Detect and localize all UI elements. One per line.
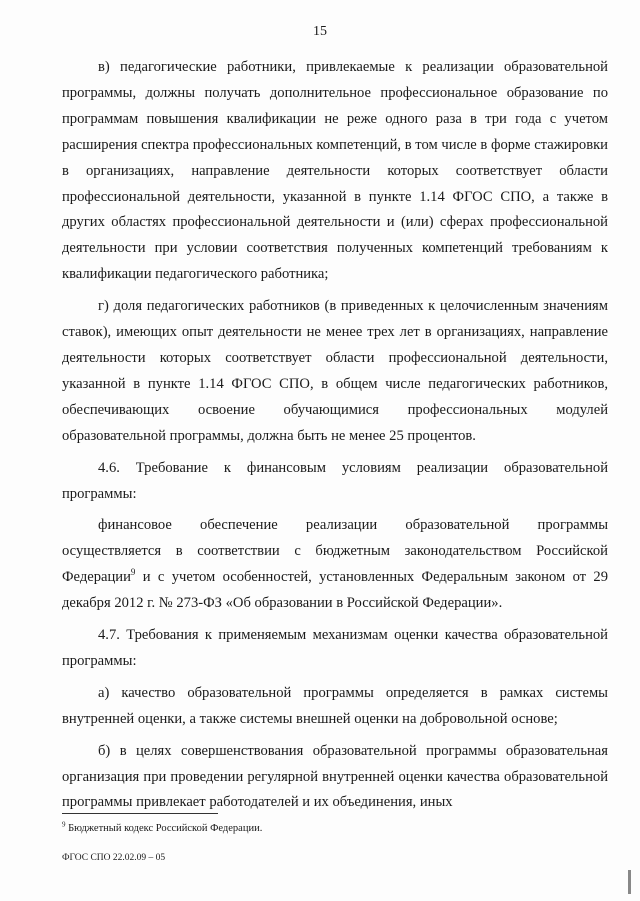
section-4-6-heading: 4.6. Требование к финансовым условиям реализации образовательной программы:	[62, 459, 608, 502]
scan-edge-mark	[628, 870, 631, 894]
page-number: 15	[313, 24, 327, 39]
document-code: ФГОС СПО 22.02.09 – 05	[62, 853, 166, 863]
paragraph-b-improvement: б) в целях совершенствования образовательной программы образовательная организация при проведении регулярной внутренней оценки качества образовательной программы привлекает работодателей и их объединения, иных	[62, 742, 608, 811]
footnote-mark: 9	[62, 820, 66, 829]
paragraph-a-quality: а) качество образовательной программы определяется в рамках системы внутренней оценки, а также системы внешней оценки на добровольной основе;	[62, 684, 608, 727]
paragraph-v-teachers-training: в) педагогические работники, привлекаемые к реализации образовательной программы, должны получать дополнительное профессиональное образование по программам повышения квалификации не реже одного раза в три года с учетом расширения спектра профессиональных компетенций, в том числе в форме стажировки в организациях, направление деятельности которых соответствует области профессиональной деятельности, указанной в пункте 1.14 ФГОС СПО, а также в других областях профессиональной деятельности и (или) сферах профессиональной деятельности при условии соответствия полученных компетенций требованиям к квалификации педагогического работника;	[62, 59, 608, 283]
footnote-divider	[62, 813, 218, 814]
footnote	[62, 822, 262, 836]
footnote-text: Бюджетный кодекс Российской Федерации.	[65, 823, 263, 834]
financing-text-start: финансовое обеспечение реализации образовательной программы осуществляется в соответствии с бюджетным законодательством Российской Федерации	[62, 517, 608, 586]
section-4-7-heading: 4.7. Требования к применяемым механизмам оценки качества образовательной программы:	[62, 627, 608, 669]
document-body	[62, 55, 608, 822]
paragraph-financing	[62, 513, 608, 617]
financing-text-end: и с учетом особенностей, установленных Федеральным законом от 29 декабря 2012 г. № 273-ФЗ «Об образовании в Российской Федерации».	[62, 569, 608, 612]
paragraph-g-teachers-share: г) доля педагогических работников (в приведенных к целочисленным значениям ставок), имеющих опыт деятельности не менее трех лет в организациях, направление деятельности которых соответствует области профессиональной деятельности, указанной в пункте 1.14 ФГОС СПО, в общем числе педагогических работников, обеспечивающих освоение обучающимися профессиональных модулей образовательной программы, должна быть не менее 25 процентов.	[62, 298, 608, 444]
footnote-reference-mark: 9	[130, 567, 136, 578]
